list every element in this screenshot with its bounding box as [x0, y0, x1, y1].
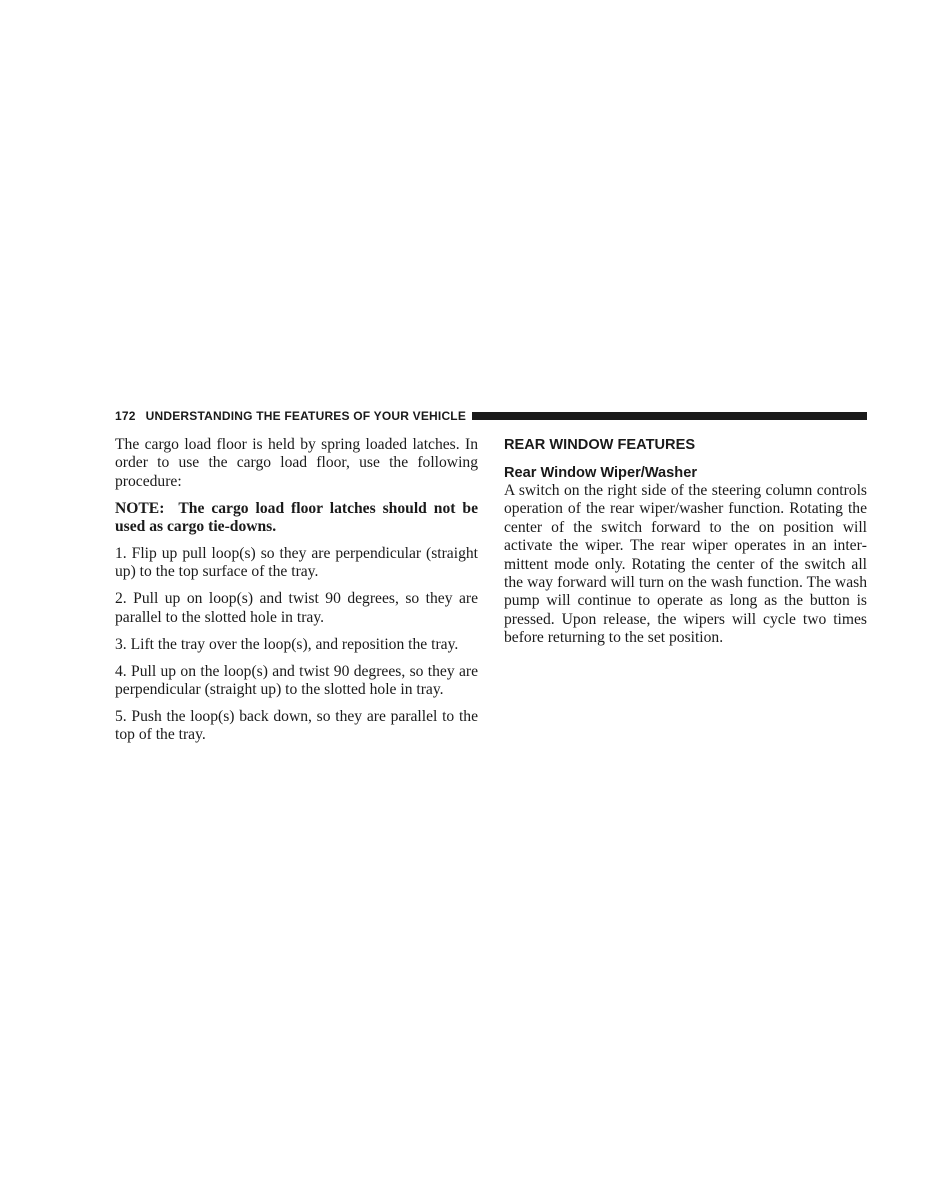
intro-paragraph: The cargo load floor is held by spring loaded latches. In order to use the cargo load floor, use the following procedure:	[115, 436, 478, 490]
step-5: 5. Push the loop(s) back down, so they are parallel to the top of the tray.	[115, 707, 478, 744]
section-title: UNDERSTANDING THE FEATURES OF YOUR VEHICLE	[145, 409, 467, 423]
header-rule	[472, 412, 867, 420]
page-header	[115, 406, 867, 426]
step-2: 2. Pull up on loop(s) and twist 90 degrees, so they are parallel to the slotted hole in tray.	[115, 590, 478, 626]
step-4: 4. Pull up on the loop(s) and twist 90 degrees, so they are perpendicular (straight up) to the slotted hole in tray.	[115, 662, 478, 698]
note-text: The cargo load floor latches should not be used as cargo tie-downs.	[115, 499, 478, 536]
right-column	[504, 436, 867, 656]
step-1: 1. Flip up pull loop(s) so they are perpendicular (straight up) to the top surface of the tray.	[115, 545, 478, 581]
note-paragraph	[115, 500, 478, 537]
section-heading: REAR WINDOW FEATURES	[504, 437, 696, 453]
left-column	[115, 436, 478, 753]
subsection-heading: Rear Window Wiper/Washer	[504, 465, 697, 481]
step-3: 3. Lift the tray over the loop(s), and reposition the tray.	[115, 635, 459, 653]
note-label: NOTE:	[115, 499, 165, 517]
wiper-washer-paragraph: A switch on the right side of the steering column controls operation of the rear wiper/washer function. Rotating the center of the switch forward to the on position will activate the wiper. The rear wiper operates in an intermittent mode only. Rotating the center of the switch all the way forward will turn on the wash function. The wash pump will continue to operate as long as the button is pressed. Upon release, the wipers will cycle two times before returning to the set position.	[504, 482, 867, 647]
page-number: 172	[115, 409, 136, 423]
